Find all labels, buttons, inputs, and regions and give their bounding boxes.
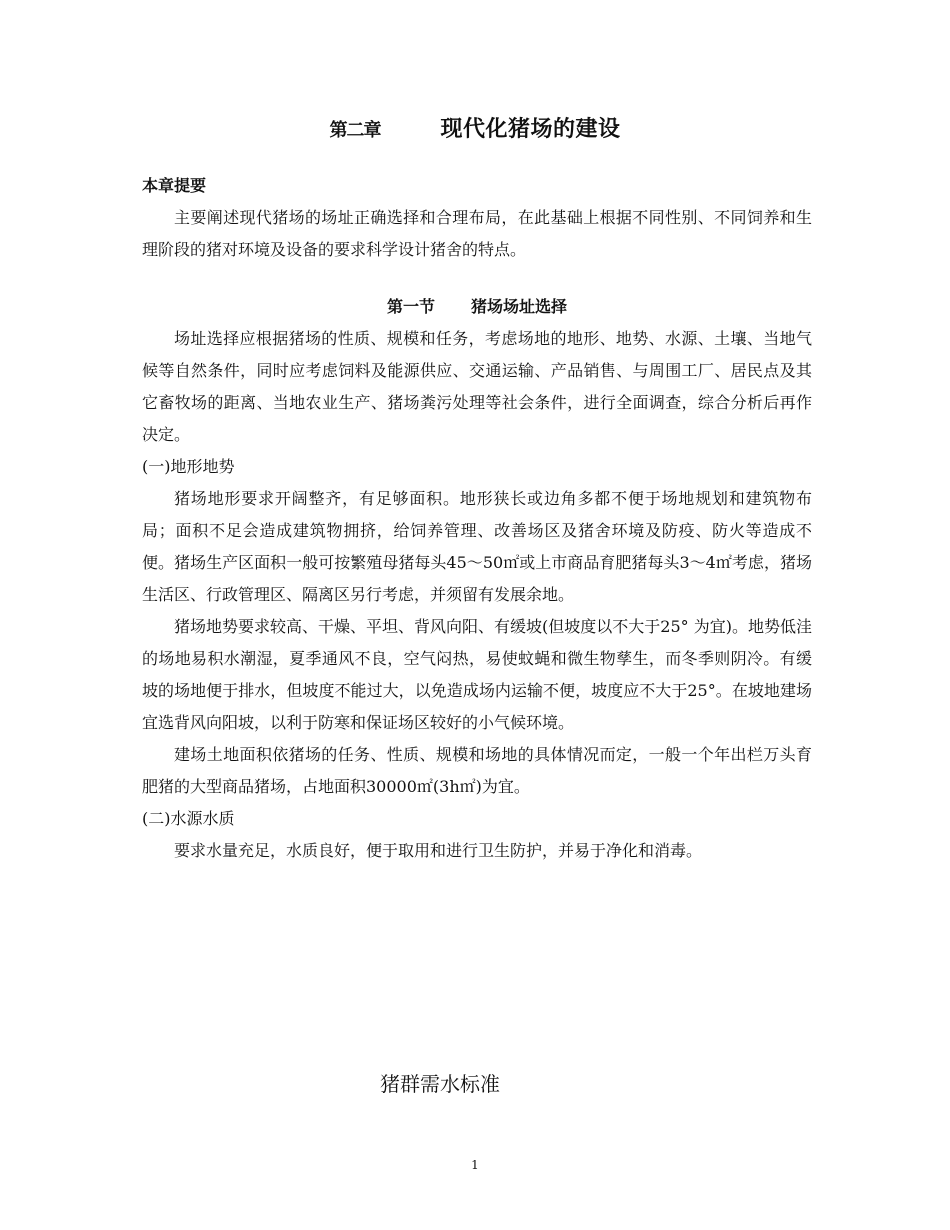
- chapter-title-text: 现代化猪场的建设: [440, 117, 621, 142]
- page-number: 1: [471, 1158, 479, 1172]
- water-paragraph-1: 要求水量充足，水质良好，便于取用和进行卫生防护，并易于净化和消毒。: [174, 841, 703, 860]
- section-title: [142, 291, 812, 323]
- chapter-number: 第二章: [329, 120, 381, 141]
- section-1: [142, 291, 812, 867]
- section-title-text: 猪场场址选择: [471, 297, 568, 316]
- chapter-summary: [142, 170, 812, 266]
- table-caption: 猪群需水标准: [380, 1072, 500, 1096]
- subsection-heading-water: (二)水源水质: [142, 809, 235, 828]
- summary-heading: 本章提要: [142, 176, 207, 195]
- chapter-title: [0, 112, 950, 143]
- terrain-paragraph-2: 猪场地势要求较高、干燥、平坦、背风向阳、有缓坡(但坡度以不大于25° 为宜)。地势低洼的场地易积水潮湿，夏季通风不良，空气闷热，易使蚊蝇和微生物孳生，而冬季则阴冷。有缓坡的场地便于排水，但坡度不能过大，以免造成场内运输不便，坡度应不大于25°。在坡地建场宜选背风向阳坡，以利于防寒和保证场区较好的小气候环境。: [142, 617, 812, 732]
- section-number: 第一节: [386, 297, 435, 316]
- section-intro: 场址选择应根据猪场的性质、规模和任务，考虑场地的地形、地势、水源、土壤、当地气候等自然条件，同时应考虑饲料及能源供应、交通运输、产品销售、与周围工厂、居民点及其它畜牧场的距离、当地农业生产、猪场粪污处理等社会条件，进行全面调查，综合分析后再作决定。: [142, 329, 812, 444]
- terrain-paragraph-3: 建场土地面积依猪场的任务、性质、规模和场地的具体情况而定，一般一个年出栏万头育肥猪的大型商品猪场，占地面积30000㎡(3h㎡)为宜。: [142, 745, 812, 796]
- subsection-heading-terrain: (一)地形地势: [142, 457, 235, 476]
- summary-text: 主要阐述现代猪场的场址正确选择和合理布局，在此基础上根据不同性别、不同饲养和生理阶段的猪对环境及设备的要求科学设计猪舍的特点。: [142, 208, 812, 259]
- terrain-paragraph-1: 猪场地形要求开阔整齐，有足够面积。地形狭长或边角多都不便于场地规划和建筑物布局；面积不足会造成建筑物拥挤，给饲养管理、改善场区及猪舍环境及防疫、防火等造成不便。猪场生产区面积一般可按繁殖母猪每头45～50㎡或上市商品育肥猪每头3～4㎡考虑，猪场生活区、行政管理区、隔离区另行考虑，并须留有发展余地。: [142, 489, 812, 604]
